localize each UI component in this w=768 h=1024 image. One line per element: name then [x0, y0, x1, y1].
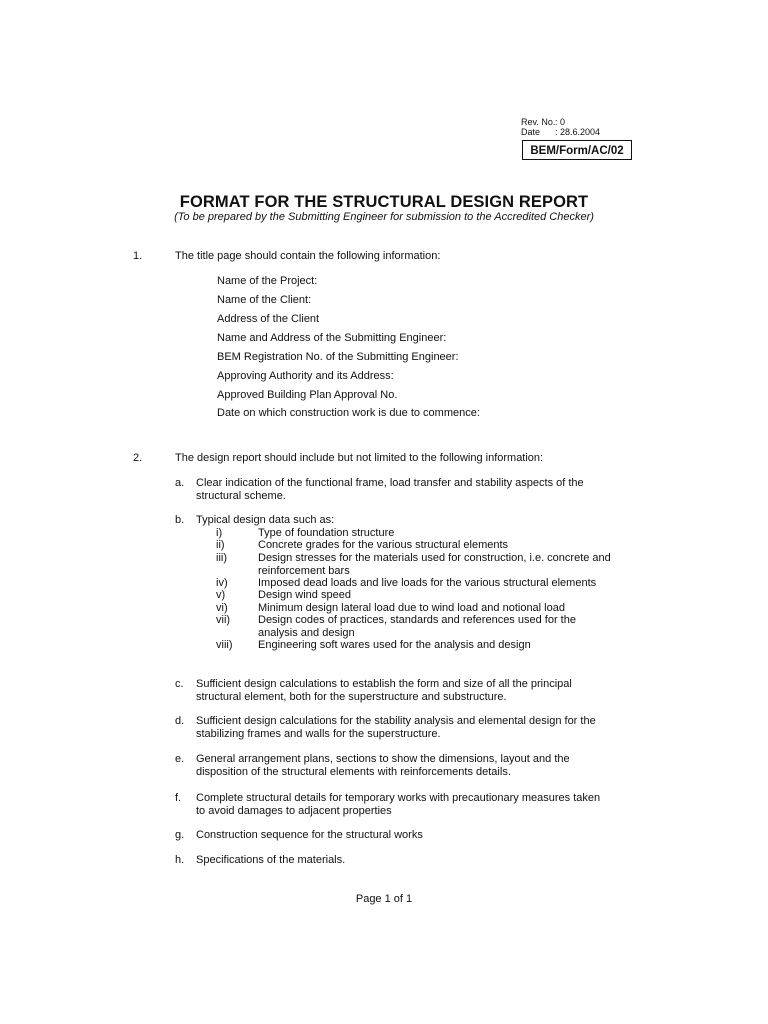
design-data-number: ii): [216, 539, 225, 551]
item-c-letter: c.: [175, 678, 184, 690]
item-h-text: Specifications of the materials.: [196, 854, 346, 866]
section-1-intro: The title page should contain the following information:: [175, 250, 441, 262]
title-page-item: BEM Registration No. of the Submitting Engineer:: [217, 351, 459, 363]
design-data-item: Minimum design lateral load due to wind load and notional load: [258, 602, 565, 614]
item-b-text: Typical design data such as:: [196, 514, 335, 526]
title-page-item: Name and Address of the Submitting Engineer:: [217, 332, 447, 344]
design-data-number: v): [216, 589, 226, 601]
form-code-box: BEM/Form/AC/02: [522, 140, 632, 160]
design-data-item: Design wind speed: [258, 589, 351, 601]
section-1-number: 1.: [133, 250, 143, 262]
item-e-text: General arrangement plans, sections to show the dimensions, layout and the disposition of the structural elements with reinforcements details.: [196, 753, 570, 778]
title-page-item: Name of the Client:: [217, 294, 312, 306]
revision-number: Rev. No.: 0: [521, 117, 566, 127]
item-e-letter: e.: [175, 753, 185, 765]
page-title: FORMAT FOR THE STRUCTURAL DESIGN REPORT: [179, 193, 589, 211]
item-f-letter: f.: [175, 792, 182, 804]
title-page-item: Approved Building Plan Approval No.: [217, 389, 398, 401]
item-g-letter: g.: [175, 829, 185, 841]
section-2-number: 2.: [133, 452, 143, 464]
item-d-text: Sufficient design calculations for the stability analysis and elemental design for the stabilizing frames and walls for the superstructure.: [196, 715, 596, 740]
item-f-text: Complete structural details for temporary works with precautionary measures taken to avoid damages to adjacent properties: [196, 792, 601, 817]
item-h-letter: h.: [175, 854, 185, 866]
item-b-letter: b.: [175, 514, 185, 526]
item-c-text: Sufficient design calculations to establish the form and size of all the principal structural element, both for the superstructure and substructure.: [196, 678, 572, 703]
design-data-item: Engineering soft wares used for the analysis and design: [258, 639, 531, 651]
page-number: Page 1 of 1: [355, 893, 413, 905]
title-page-item: Approving Authority and its Address:: [217, 370, 394, 382]
item-d-letter: d.: [175, 715, 185, 727]
item-a-text: Clear indication of the functional frame, load transfer and stability aspects of the structural scheme.: [196, 477, 584, 502]
design-data-number: vii): [216, 614, 231, 626]
page-subtitle: (To be prepared by the Submitting Engineer for submission to the Accredited Checker): [174, 211, 594, 223]
design-data-item: Imposed dead loads and live loads for the various structural elements: [258, 577, 597, 589]
design-data-number: iii): [216, 552, 227, 564]
design-data-number: i): [216, 527, 223, 539]
title-page-item: Date on which construction work is due to commence:: [217, 407, 480, 419]
design-data-item: Type of foundation structure: [258, 527, 395, 539]
section-2-intro: The design report should include but not limited to the following information:: [175, 452, 544, 464]
design-data-number: vi): [216, 602, 228, 614]
title-page-item: Name of the Project:: [217, 275, 318, 287]
design-data-item: Design stresses for the materials used for construction, i.e. concrete and reinforcement bars: [258, 552, 611, 577]
design-data-number: iv): [216, 577, 228, 589]
revision-date: Date : 28.6.2004: [521, 127, 601, 137]
item-a-letter: a.: [175, 477, 185, 489]
design-data-item: Concrete grades for the various structural elements: [258, 539, 509, 551]
item-g-text: Construction sequence for the structural works: [196, 829, 423, 841]
design-data-number: viii): [216, 639, 233, 651]
design-data-item: Design codes of practices, standards and references used for the analysis and design: [258, 614, 576, 639]
title-page-item: Address of the Client: [217, 313, 320, 325]
